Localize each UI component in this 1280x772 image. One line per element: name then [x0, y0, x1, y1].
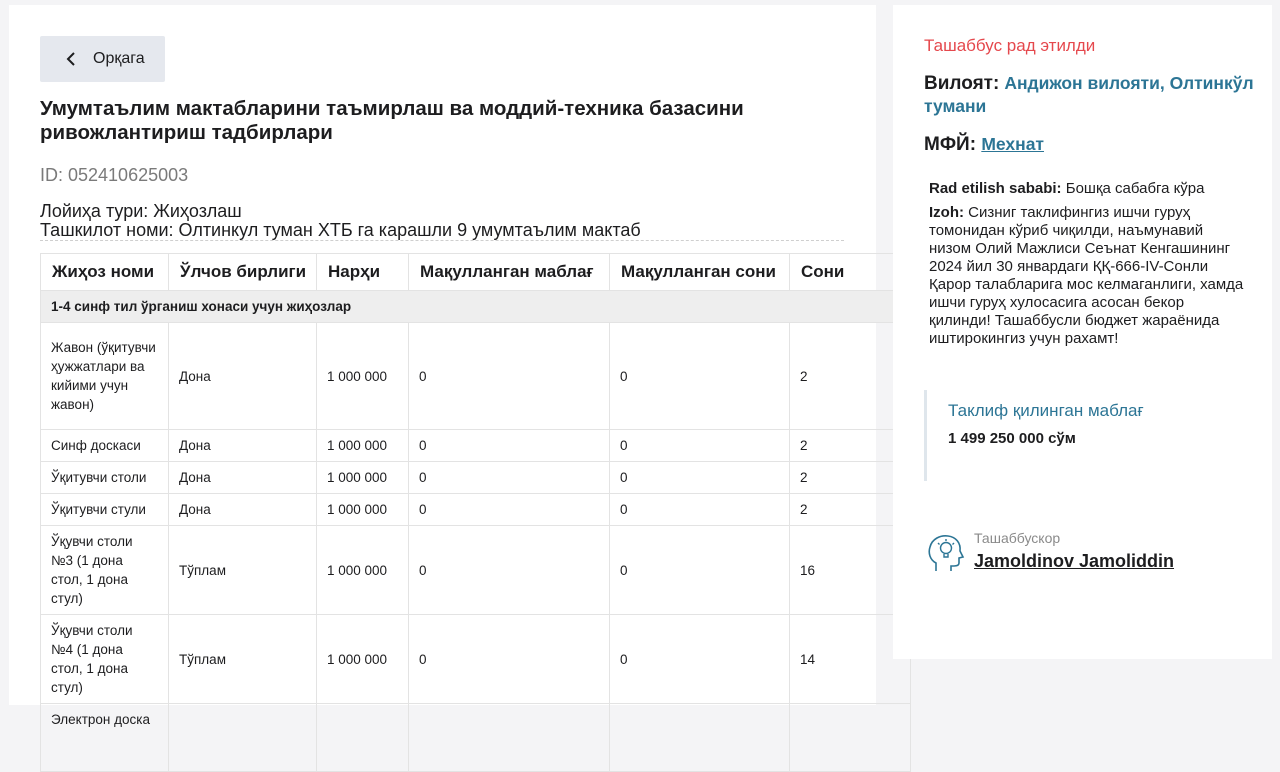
col-header-approved-count: Мақулланган сони — [610, 254, 790, 291]
cell: 2 — [790, 462, 911, 494]
cell: 0 — [409, 615, 610, 704]
cell: 0 — [610, 462, 790, 494]
amount-value: 1 499 250 000 сўм — [948, 430, 1076, 447]
cell — [610, 704, 790, 772]
table-row — [41, 494, 911, 526]
cell: 0 — [610, 430, 790, 462]
rejection-comment — [929, 204, 1249, 348]
cell: Тўплам — [169, 615, 317, 704]
table-row — [41, 615, 911, 704]
cell: Ўқитувчи столи — [41, 462, 169, 494]
cell: 0 — [409, 430, 610, 462]
cell: 14 — [790, 615, 911, 704]
cell: 0 — [409, 462, 610, 494]
col-header-approved-amount: Мақулланган маблағ — [409, 254, 610, 291]
cell: 1 000 000 — [317, 323, 409, 430]
cell: 1 000 000 — [317, 430, 409, 462]
cell — [317, 704, 409, 772]
reason-value: Бошқа сабабга кўра — [1065, 180, 1205, 197]
project-title: Умумтаълим мактабларини таъмирлаш ва моддий-техника базасини ривожлантириш тадбирлари — [40, 97, 744, 144]
cell: Дона — [169, 430, 317, 462]
region-value: Андижон вилояти, Олтинкўл тумани — [924, 73, 1254, 116]
cell: 1 000 000 — [317, 526, 409, 615]
cell: 2 — [790, 323, 911, 430]
cell — [790, 704, 911, 772]
mfy-info — [924, 134, 1044, 156]
project-organization: Ташкилот номи: Олтинкул туман ХТБ га карашли 9 умумтаълим мактаб — [40, 220, 641, 240]
table-row — [41, 323, 911, 430]
cell: 1 000 000 — [317, 494, 409, 526]
cell: Ўқувчи столи №4 (1 дона стол, 1 дона стул) — [41, 615, 169, 704]
izoh-label: Izoh: — [929, 204, 964, 221]
equipment-table-scroll[interactable] — [40, 253, 845, 727]
cell: 16 — [790, 526, 911, 615]
cell: 2 — [790, 494, 911, 526]
cell: 0 — [409, 526, 610, 615]
cell: 0 — [610, 526, 790, 615]
mfy-label: МФЙ: — [924, 134, 977, 155]
initiator — [926, 530, 1174, 573]
status-text: Ташаббус рад этилди — [924, 36, 1096, 55]
col-header-price: Нарҳи — [317, 254, 409, 291]
cell: 2 — [790, 430, 911, 462]
cell: 0 — [409, 323, 610, 430]
table-row — [41, 462, 911, 494]
project-type: Лойиҳа тури: Жиҳозлаш — [40, 201, 242, 221]
head-lightbulb-icon — [926, 533, 964, 573]
amount-label: Таклиф қилинган маблағ — [948, 401, 1144, 420]
reason-label: Rad etilish sababi: — [929, 180, 1062, 197]
table-row — [41, 704, 911, 772]
cell — [169, 704, 317, 772]
region-info — [924, 72, 1254, 118]
cell: Дона — [169, 323, 317, 430]
cell: Жавон (ўқитувчи ҳужжатлари ва кийими учун жавон) — [41, 323, 169, 430]
table-header-row — [41, 254, 911, 291]
equipment-table — [40, 253, 911, 772]
cell: Синф доскаси — [41, 430, 169, 462]
table-row — [41, 430, 911, 462]
izoh-value: Сизниг таклифингиз ишчи гуруҳ томонидан кўриб чиқилди, наъмунавий низом Олий Мажлиси Сеънат Кенгашининг 2024 йил 30 январдаги ҚҚ-666-IV-Сонли Қарор талабларига мос келмаганлиги, хамда ишчи гуруҳ хулосасига асосан бекор қилинди! Ташаббусли бюджет жараёнида иштирокингиз учун рахамт! — [929, 204, 1244, 347]
cell: Дона — [169, 462, 317, 494]
col-header-count: Сони — [790, 254, 911, 291]
cell: Дона — [169, 494, 317, 526]
cell: 0 — [610, 494, 790, 526]
chevron-left-icon — [66, 52, 76, 66]
cell: Ўқувчи столи №3 (1 дона стол, 1 дона стул) — [41, 526, 169, 615]
region-label: Вилоят: — [924, 73, 1000, 94]
rejection-reason — [929, 180, 1249, 198]
initiator-label: Ташаббускор — [974, 530, 1061, 546]
table-row — [41, 526, 911, 615]
divider — [40, 240, 844, 241]
col-header-unit: Ўлчов бирлиги — [169, 254, 317, 291]
group-label: 1-4 синф тил ўрганиш хонаси учун жиҳозлар — [41, 291, 911, 323]
cell — [409, 704, 610, 772]
proposed-amount — [924, 390, 1224, 481]
cell: Электрон доска — [41, 704, 169, 772]
table-group-row — [41, 291, 911, 323]
cell: 1 000 000 — [317, 615, 409, 704]
back-button-label: Орқага — [93, 50, 145, 67]
project-card — [9, 5, 876, 727]
cell: Ўқитувчи стули — [41, 494, 169, 526]
cell: 1 000 000 — [317, 462, 409, 494]
cell: Тўплам — [169, 526, 317, 615]
status-sidebar — [893, 5, 1272, 659]
initiator-name-link[interactable]: Jamoldinov Jamoliddin — [974, 551, 1175, 571]
cell: 0 — [610, 615, 790, 704]
project-id: ID: 052410625003 — [40, 165, 189, 185]
cell: 0 — [409, 494, 610, 526]
cell: 0 — [610, 323, 790, 430]
mfy-link[interactable]: Мехнат — [981, 134, 1044, 154]
col-header-name: Жиҳоз номи — [41, 254, 169, 291]
back-button[interactable] — [40, 36, 165, 82]
